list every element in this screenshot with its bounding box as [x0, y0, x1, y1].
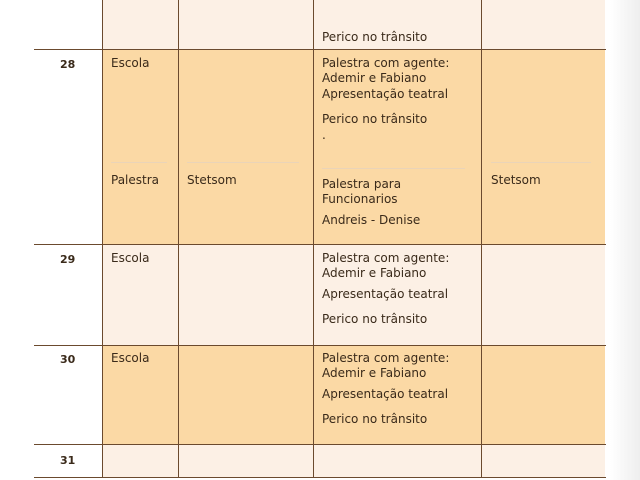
row-28-subdivider	[187, 162, 299, 163]
event-description-line: Perico no trânsito	[322, 412, 428, 426]
row-28-subdivider	[491, 162, 591, 163]
event-description-line: Apresentação teatral	[322, 87, 449, 101]
event-description-line: Palestra com agente:	[322, 351, 450, 365]
event-description-line: Palestra para	[322, 177, 402, 191]
day-number: 28	[60, 58, 76, 71]
day-number: 30	[60, 353, 76, 366]
event-type: Escola	[111, 56, 150, 70]
column-divider	[178, 0, 179, 478]
row-divider	[34, 244, 606, 245]
column-divider	[481, 0, 482, 478]
event-description-line: Perico no trânsito	[322, 112, 428, 126]
row-divider	[34, 49, 606, 50]
event-description: Perico no trânsito	[322, 30, 428, 44]
row-28-subdivider	[111, 162, 167, 163]
event-description-line: Apresentação teatral	[322, 287, 449, 301]
event-type: Palestra	[111, 173, 160, 187]
event-description-line: Andreis - Denise	[322, 213, 421, 227]
event-description-line: Ademir e Fabiano	[322, 71, 427, 85]
event-description-line: Apresentação teatral	[322, 387, 449, 401]
event-type: Escola	[111, 251, 150, 265]
row-divider	[34, 444, 606, 445]
row-divider	[34, 345, 606, 346]
event-description-line: Ademir e Fabiano	[322, 266, 427, 280]
event-description-line: Palestra com agente:	[322, 56, 450, 70]
page-edge-shadow	[610, 0, 640, 480]
event-company: Stetsom	[491, 173, 541, 187]
column-divider	[313, 0, 314, 478]
row-divider	[34, 477, 606, 478]
day-number: 29	[60, 253, 76, 266]
event-description-line: Palestra com agente:	[322, 251, 450, 265]
event-description-line: Perico no trânsito	[322, 312, 428, 326]
row-28-subdivider	[322, 168, 465, 169]
event-description-dot: .	[322, 128, 326, 142]
day-number: 31	[60, 454, 76, 467]
event-location: Stetsom	[187, 173, 237, 187]
event-description-line: Funcionarios	[322, 192, 398, 206]
event-type: Escola	[111, 351, 150, 365]
column-divider	[102, 0, 103, 478]
event-description-line: Ademir e Fabiano	[322, 366, 427, 380]
